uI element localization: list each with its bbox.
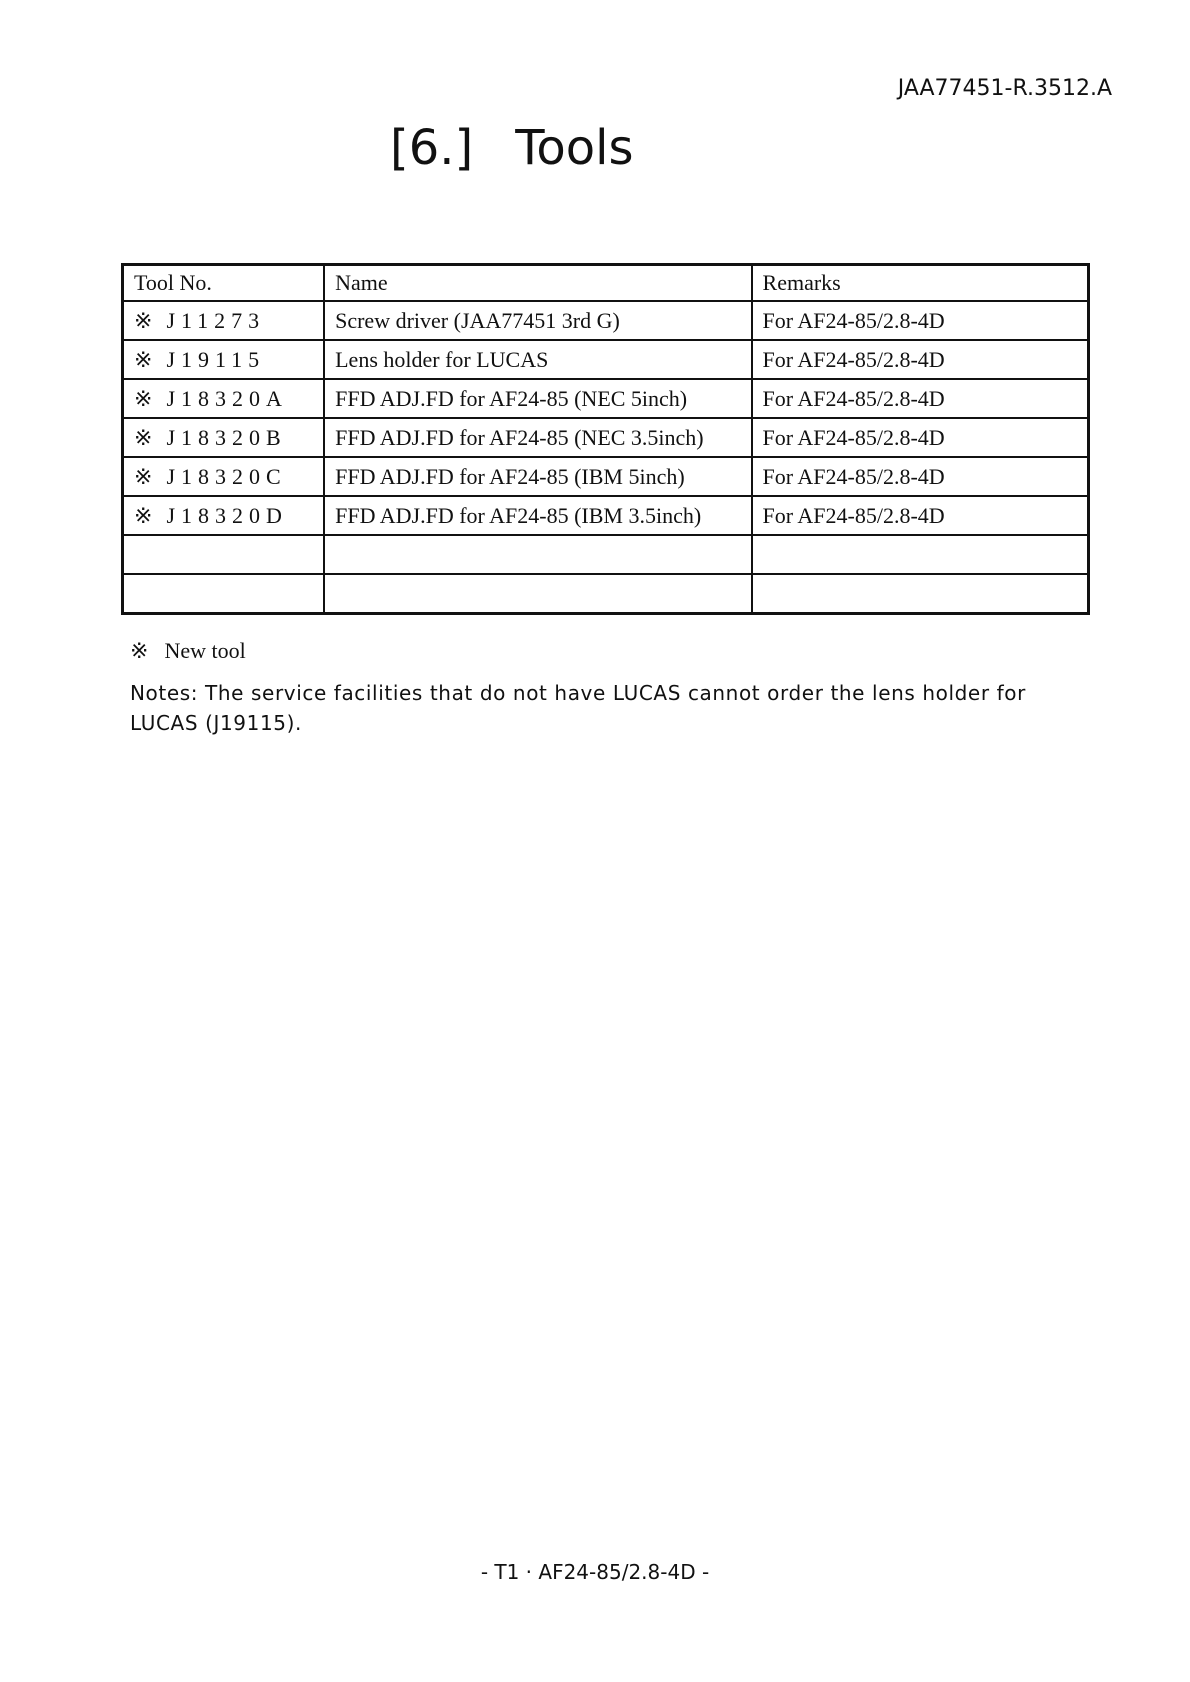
legend-mark: ※ — [130, 638, 149, 663]
tool-name — [324, 574, 751, 614]
page-footer: - T1 · AF24-85/2.8-4D - — [480, 1560, 710, 1584]
new-tool-mark: ※ — [134, 385, 153, 411]
column-header-remarks: Remarks — [752, 265, 1089, 302]
new-tool-mark: ※ — [134, 502, 153, 528]
tool-name: FFD ADJ.FD for AF24-85 (NEC 3.5inch) — [324, 418, 751, 457]
tool-no-cell — [123, 301, 325, 340]
tool-no-cell — [123, 340, 325, 379]
new-tool-mark: ※ — [134, 424, 153, 450]
section-number: [6.] — [390, 120, 474, 176]
tool-no: J19115 — [166, 346, 266, 372]
tool-no-cell — [123, 496, 325, 535]
tool-no: J11273 — [166, 307, 266, 333]
table-row-empty — [123, 574, 1089, 614]
table-header-row — [123, 265, 1089, 302]
table-row — [123, 301, 1089, 340]
tool-no-cell — [123, 457, 325, 496]
tool-no: J18320C — [166, 463, 287, 489]
table-row-empty — [123, 535, 1089, 574]
tool-remarks: For AF24-85/2.8-4D — [752, 496, 1089, 535]
tool-name — [324, 535, 751, 574]
table-row — [123, 340, 1089, 379]
table-row — [123, 418, 1089, 457]
tool-remarks — [752, 535, 1089, 574]
tools-table — [121, 263, 1090, 615]
table-row — [123, 496, 1089, 535]
tool-no-cell — [123, 418, 325, 457]
tool-name: FFD ADJ.FD for AF24-85 (IBM 5inch) — [324, 457, 751, 496]
new-tool-mark: ※ — [134, 463, 153, 489]
tool-remarks: For AF24-85/2.8-4D — [752, 379, 1089, 418]
new-tool-mark: ※ — [134, 346, 153, 372]
column-header-tool-no: Tool No. — [123, 265, 325, 302]
legend-text: New tool — [164, 638, 246, 663]
tool-name: Lens holder for LUCAS — [324, 340, 751, 379]
page-title — [390, 120, 634, 176]
notes: Notes: The service facilities that do not have LUCAS cannot order the lens holder for LUCAS (J19115). — [130, 681, 1026, 735]
tool-no: J18320A — [166, 385, 288, 411]
tool-remarks: For AF24-85/2.8-4D — [752, 457, 1089, 496]
tool-no-cell — [123, 574, 325, 614]
tool-remarks: For AF24-85/2.8-4D — [752, 418, 1089, 457]
column-header-name: Name — [324, 265, 751, 302]
new-tool-mark: ※ — [134, 307, 153, 333]
table-row — [123, 379, 1089, 418]
document-code: JAA77451-R.3512.A — [897, 76, 1112, 101]
tool-no-cell — [123, 535, 325, 574]
tool-remarks: For AF24-85/2.8-4D — [752, 301, 1089, 340]
tool-remarks: For AF24-85/2.8-4D — [752, 340, 1089, 379]
tool-name: Screw driver (JAA77451 3rd G) — [324, 301, 751, 340]
tool-name: FFD ADJ.FD for AF24-85 (IBM 3.5inch) — [324, 496, 751, 535]
tool-name: FFD ADJ.FD for AF24-85 (NEC 5inch) — [324, 379, 751, 418]
tool-no: J18320B — [166, 424, 287, 450]
tool-remarks — [752, 574, 1089, 614]
tool-no-cell — [123, 379, 325, 418]
table-row — [123, 457, 1089, 496]
legend — [130, 638, 246, 664]
tool-no: J18320D — [166, 502, 288, 528]
section-title: Tools — [515, 120, 634, 176]
